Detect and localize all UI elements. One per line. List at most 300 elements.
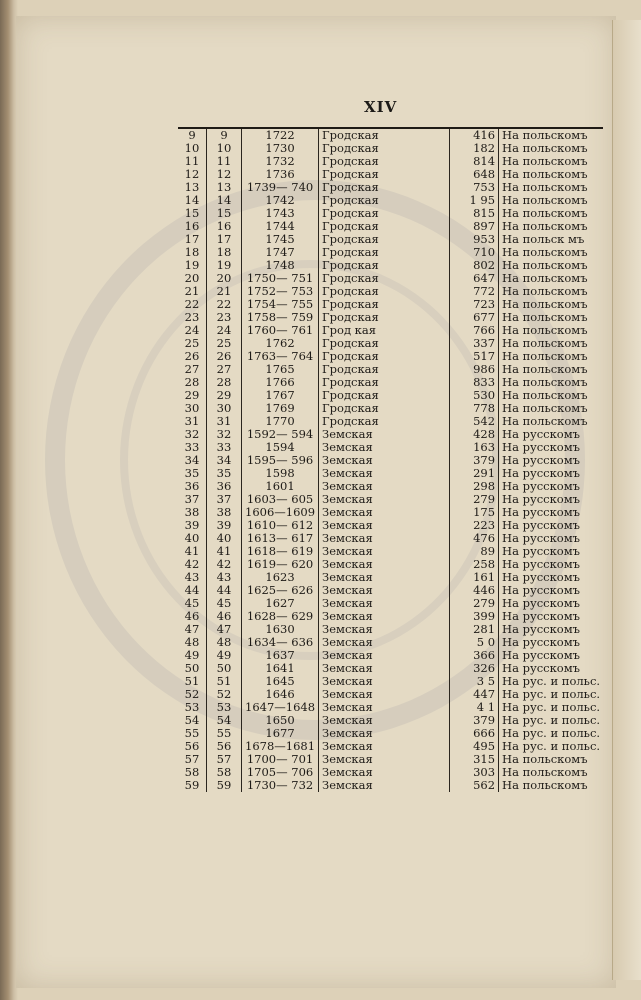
sheet-count-cell: 279	[450, 597, 499, 610]
row-index-cell: 18	[184, 245, 200, 259]
language-cell: На польскомъ	[499, 350, 604, 363]
court-type-cell: Гродская	[319, 128, 450, 142]
row-index-cell: 29	[184, 388, 200, 402]
sheet-count-cell: 416	[450, 128, 499, 142]
row-index-cell: 20	[184, 271, 200, 285]
row-index-cell: 27	[184, 362, 200, 376]
sheet-count-cell: 542	[450, 415, 499, 428]
sheet-count-cell: 315	[450, 753, 499, 766]
row-index-cell: 52	[184, 687, 200, 701]
language-cell: На польскомъ	[499, 128, 604, 142]
years-cell: 1650	[242, 714, 319, 727]
row-index-cell: 37	[184, 492, 200, 506]
sheet-count-cell: 710	[450, 246, 499, 259]
book-number-cell: 29	[207, 389, 242, 402]
sheet-count-cell: 986	[450, 363, 499, 376]
sheet-count-cell: 647	[450, 272, 499, 285]
book-number-cell: 12	[207, 168, 242, 181]
language-cell: На польскомъ	[499, 142, 604, 155]
sheet-count-cell: 326	[450, 662, 499, 675]
book-number-cell: 55	[207, 727, 242, 740]
row-index-cell: 57	[184, 752, 200, 766]
years-cell: 1770	[242, 415, 319, 428]
row-index-cell: 58	[184, 765, 200, 779]
years-cell: 1592— 594	[242, 428, 319, 441]
row-index-cell: 17	[184, 232, 200, 246]
language-cell: На польскомъ	[499, 246, 604, 259]
years-cell: 1766	[242, 376, 319, 389]
language-cell: На русскомъ	[499, 610, 604, 623]
row-index-cell: 49	[184, 648, 200, 662]
sheet-count-cell: 279	[450, 493, 499, 506]
language-cell: На русскомъ	[499, 428, 604, 441]
adjacent-page-edge	[612, 20, 641, 980]
years-cell: 1722	[242, 128, 319, 142]
book-number-cell: 35	[207, 467, 242, 480]
court-type-cell: Земская	[319, 779, 450, 792]
years-cell: 1700— 701	[242, 753, 319, 766]
book-number-cell: 52	[207, 688, 242, 701]
years-cell: 1645	[242, 675, 319, 688]
book-number-cell: 17	[207, 233, 242, 246]
language-cell: На польскомъ	[499, 766, 604, 779]
sheet-count-cell: 778	[450, 402, 499, 415]
language-cell: На русскомъ	[499, 480, 604, 493]
sheet-count-cell: 337	[450, 337, 499, 350]
language-cell: На рус. и польс.	[499, 714, 604, 727]
row-index-cell: 32	[184, 427, 200, 441]
book-number-cell: 25	[207, 337, 242, 350]
language-cell: На польскомъ	[499, 168, 604, 181]
row-index-cell: 36	[184, 479, 200, 493]
language-cell: На русскомъ	[499, 454, 604, 467]
row-index-cell: 21	[184, 284, 200, 298]
years-cell: 1595— 596	[242, 454, 319, 467]
sheet-count-cell: 89	[450, 545, 499, 558]
language-cell: На польскомъ	[499, 207, 604, 220]
years-cell: 1625— 626	[242, 584, 319, 597]
court-type-cell: Земская	[319, 493, 450, 506]
book-number-cell: 45	[207, 597, 242, 610]
court-type-cell: Гродская	[319, 285, 450, 298]
sheet-count-cell: 4 1	[450, 701, 499, 714]
court-type-cell: Грод кая	[319, 324, 450, 337]
book-number-cell: 13	[207, 181, 242, 194]
book-number-cell: 32	[207, 428, 242, 441]
language-cell: На польскомъ	[499, 272, 604, 285]
court-type-cell: Земская	[319, 636, 450, 649]
court-type-cell: Гродская	[319, 350, 450, 363]
book-number-cell: 58	[207, 766, 242, 779]
sheet-count-cell: 379	[450, 714, 499, 727]
language-cell: На польскомъ	[499, 311, 604, 324]
language-cell: На польскомъ	[499, 363, 604, 376]
years-cell: 1646	[242, 688, 319, 701]
book-number-cell: 40	[207, 532, 242, 545]
book-number-cell: 10	[207, 142, 242, 155]
years-cell: 1630	[242, 623, 319, 636]
row-index-cell: 59	[184, 778, 200, 792]
sheet-count-cell: 3 5	[450, 675, 499, 688]
years-cell: 1610— 612	[242, 519, 319, 532]
language-cell: На русскомъ	[499, 532, 604, 545]
court-type-cell: Земская	[319, 571, 450, 584]
court-type-cell: Гродская	[319, 337, 450, 350]
row-index-cell: 26	[184, 349, 200, 363]
years-cell: 1641	[242, 662, 319, 675]
sheet-count-cell: 298	[450, 480, 499, 493]
court-type-cell: Земская	[319, 610, 450, 623]
row-index-cell: 16	[184, 219, 200, 233]
years-cell: 1765	[242, 363, 319, 376]
years-cell: 1760— 761	[242, 324, 319, 337]
years-cell: 1677	[242, 727, 319, 740]
row-index-cell: 42	[184, 557, 200, 571]
sheet-count-cell: 815	[450, 207, 499, 220]
sheet-count-cell: 1 95	[450, 194, 499, 207]
years-cell: 1739— 740	[242, 181, 319, 194]
row-index-cell: 15	[184, 206, 200, 220]
language-cell: На русскомъ	[499, 571, 604, 584]
row-index-cell: 31	[184, 414, 200, 428]
book-number-cell: 47	[207, 623, 242, 636]
sheet-count-cell: 766	[450, 324, 499, 337]
book-number-cell: 56	[207, 740, 242, 753]
sheet-count-cell: 379	[450, 454, 499, 467]
book-number-cell: 31	[207, 415, 242, 428]
years-cell: 1623	[242, 571, 319, 584]
sheet-count-cell: 495	[450, 740, 499, 753]
sheet-count-cell: 802	[450, 259, 499, 272]
sheet-count-cell: 772	[450, 285, 499, 298]
book-number-cell: 59	[207, 779, 242, 792]
book-number-cell: 43	[207, 571, 242, 584]
years-cell: 1730— 732	[242, 779, 319, 792]
sheet-count-cell: 814	[450, 155, 499, 168]
row-index-cell: 41	[184, 544, 200, 558]
language-cell: На рус. и польс.	[499, 740, 604, 753]
book-number-cell: 28	[207, 376, 242, 389]
row-index-cell: 55	[184, 726, 200, 740]
language-cell: На польскомъ	[499, 753, 604, 766]
book-number-cell: 33	[207, 441, 242, 454]
court-type-cell: Земская	[319, 545, 450, 558]
row-index-cell: 19	[184, 258, 200, 272]
row-index-cell: 35	[184, 466, 200, 480]
years-cell: 1744	[242, 220, 319, 233]
book-number-cell: 27	[207, 363, 242, 376]
row-index-cell: 23	[184, 310, 200, 324]
court-type-cell: Земская	[319, 688, 450, 701]
language-cell: На русскомъ	[499, 636, 604, 649]
language-cell: На польскомъ	[499, 181, 604, 194]
years-cell: 1601	[242, 480, 319, 493]
book-number-cell: 26	[207, 350, 242, 363]
court-type-cell: Земская	[319, 584, 450, 597]
language-cell: На русскомъ	[499, 584, 604, 597]
court-type-cell: Земская	[319, 558, 450, 571]
court-type-cell: Гродская	[319, 220, 450, 233]
language-cell: На русскомъ	[499, 545, 604, 558]
row-index-cell: 10	[184, 141, 200, 155]
years-cell: 1627	[242, 597, 319, 610]
years-cell: 1752— 753	[242, 285, 319, 298]
court-type-cell: Гродская	[319, 142, 450, 155]
book-number-cell: 23	[207, 311, 242, 324]
language-cell: На рус. и польс.	[499, 727, 604, 740]
court-type-cell: Гродская	[319, 402, 450, 415]
row-index-cell: 48	[184, 635, 200, 649]
years-cell: 1769	[242, 402, 319, 415]
sheet-count-cell: 677	[450, 311, 499, 324]
book-number-cell: 44	[207, 584, 242, 597]
row-index-cell: 51	[184, 674, 200, 688]
sheet-count-cell: 223	[450, 519, 499, 532]
court-type-cell: Земская	[319, 727, 450, 740]
years-cell: 1619— 620	[242, 558, 319, 571]
row-index-cell: 39	[184, 518, 200, 532]
book-number-cell: 22	[207, 298, 242, 311]
book-number-cell: 54	[207, 714, 242, 727]
sheet-count-cell: 897	[450, 220, 499, 233]
court-type-cell: Гродская	[319, 376, 450, 389]
court-type-cell: Гродская	[319, 363, 450, 376]
book-number-cell: 42	[207, 558, 242, 571]
years-cell: 1628— 629	[242, 610, 319, 623]
row-index-cell: 11	[184, 154, 200, 168]
court-type-cell: Земская	[319, 675, 450, 688]
row-index-cell: 33	[184, 440, 200, 454]
sheet-count-cell: 476	[450, 532, 499, 545]
language-cell: На рус. и польс.	[499, 675, 604, 688]
row-index-cell: 45	[184, 596, 200, 610]
sheet-count-cell: 666	[450, 727, 499, 740]
court-type-cell: Гродская	[319, 246, 450, 259]
book-number-cell: 36	[207, 480, 242, 493]
sheet-count-cell: 303	[450, 766, 499, 779]
court-type-cell: Земская	[319, 753, 450, 766]
years-cell: 1763— 764	[242, 350, 319, 363]
language-cell: На русскомъ	[499, 649, 604, 662]
book-number-cell: 15	[207, 207, 242, 220]
row-index-cell: 28	[184, 375, 200, 389]
row-index-cell: 30	[184, 401, 200, 415]
row-index-cell: 46	[184, 609, 200, 623]
row-index-cell: 53	[184, 700, 200, 714]
court-type-cell: Гродская	[319, 181, 450, 194]
book-number-cell: 38	[207, 506, 242, 519]
court-type-cell: Земская	[319, 623, 450, 636]
court-type-cell: Земская	[319, 454, 450, 467]
language-cell: На польскомъ	[499, 402, 604, 415]
language-cell: На польскомъ	[499, 220, 604, 233]
court-type-cell: Земская	[319, 740, 450, 753]
court-type-cell: Гродская	[319, 272, 450, 285]
book-number-cell: 57	[207, 753, 242, 766]
book-number-cell: 37	[207, 493, 242, 506]
sheet-count-cell: 753	[450, 181, 499, 194]
court-type-cell: Земская	[319, 766, 450, 779]
years-cell: 1750— 751	[242, 272, 319, 285]
book-number-cell: 41	[207, 545, 242, 558]
years-cell: 1598	[242, 467, 319, 480]
court-type-cell: Гродская	[319, 194, 450, 207]
court-type-cell: Земская	[319, 701, 450, 714]
language-cell: На польск мъ	[499, 233, 604, 246]
sheet-count-cell: 562	[450, 779, 499, 792]
book-number-cell: 20	[207, 272, 242, 285]
book-number-cell: 21	[207, 285, 242, 298]
court-type-cell: Земская	[319, 506, 450, 519]
sheet-count-cell: 446	[450, 584, 499, 597]
language-cell: На русскомъ	[499, 623, 604, 636]
book-number-cell: 51	[207, 675, 242, 688]
sheet-count-cell: 517	[450, 350, 499, 363]
court-type-cell: Гродская	[319, 311, 450, 324]
language-cell: На русскомъ	[499, 506, 604, 519]
years-cell: 1767	[242, 389, 319, 402]
sheet-count-cell: 447	[450, 688, 499, 701]
years-cell: 1747	[242, 246, 319, 259]
book-number-cell: 34	[207, 454, 242, 467]
row-index-cell: 47	[184, 622, 200, 636]
sheet-count-cell: 366	[450, 649, 499, 662]
language-cell: На польскомъ	[499, 389, 604, 402]
court-type-cell: Земская	[319, 428, 450, 441]
sheet-count-cell: 399	[450, 610, 499, 623]
language-cell: На польскомъ	[499, 376, 604, 389]
language-cell: На польскомъ	[499, 337, 604, 350]
years-cell: 1618— 619	[242, 545, 319, 558]
court-type-cell: Гродская	[319, 155, 450, 168]
sheet-count-cell: 182	[450, 142, 499, 155]
years-cell: 1745	[242, 233, 319, 246]
row-index-cell: 34	[184, 453, 200, 467]
years-cell: 1732	[242, 155, 319, 168]
years-cell: 1754— 755	[242, 298, 319, 311]
book-number-cell: 50	[207, 662, 242, 675]
language-cell: На рус. и польс.	[499, 701, 604, 714]
book-number-cell: 49	[207, 649, 242, 662]
years-cell: 1634— 636	[242, 636, 319, 649]
sheet-count-cell: 291	[450, 467, 499, 480]
page-number: XIV	[364, 98, 398, 116]
row-index-cell: 14	[184, 193, 200, 207]
language-cell: На польскомъ	[499, 194, 604, 207]
sheet-count-cell: 723	[450, 298, 499, 311]
court-type-cell: Земская	[319, 532, 450, 545]
years-cell: 1594	[242, 441, 319, 454]
book-number-cell: 18	[207, 246, 242, 259]
years-cell: 1736	[242, 168, 319, 181]
sheet-count-cell: 163	[450, 441, 499, 454]
book-number-cell: 9	[207, 128, 242, 142]
sheet-count-cell: 648	[450, 168, 499, 181]
language-cell: На польскомъ	[499, 155, 604, 168]
language-cell: На русскомъ	[499, 558, 604, 571]
court-type-cell: Земская	[319, 441, 450, 454]
sheet-count-cell: 281	[450, 623, 499, 636]
book-number-cell: 24	[207, 324, 242, 337]
court-type-cell: Гродская	[319, 207, 450, 220]
years-cell: 1606—1609	[242, 506, 319, 519]
book-number-cell: 14	[207, 194, 242, 207]
book-number-cell: 46	[207, 610, 242, 623]
row-index-cell: 56	[184, 739, 200, 753]
court-type-cell: Гродская	[319, 415, 450, 428]
language-cell: На польскомъ	[499, 779, 604, 792]
court-type-cell: Земская	[319, 662, 450, 675]
row-index-cell: 13	[184, 180, 200, 194]
row-index-cell: 54	[184, 713, 200, 727]
sheet-count-cell: 428	[450, 428, 499, 441]
court-type-cell: Земская	[319, 480, 450, 493]
sheet-count-cell: 258	[450, 558, 499, 571]
language-cell: На русскомъ	[499, 597, 604, 610]
row-index-cell: 25	[184, 336, 200, 350]
court-type-cell: Гродская	[319, 233, 450, 246]
row-index-cell: 44	[184, 583, 200, 597]
court-type-cell: Земская	[319, 714, 450, 727]
register-table	[178, 127, 603, 792]
language-cell: На рус. и польс.	[499, 688, 604, 701]
row-index-cell: 12	[184, 167, 200, 181]
years-cell: 1637	[242, 649, 319, 662]
book-number-cell: 30	[207, 402, 242, 415]
row-index-cell: 24	[184, 323, 200, 337]
sheet-count-cell: 833	[450, 376, 499, 389]
row-index-cell: 50	[184, 661, 200, 675]
court-type-cell: Гродская	[319, 168, 450, 181]
language-cell: На русскомъ	[499, 493, 604, 506]
language-cell: На русскомъ	[499, 519, 604, 532]
sheet-count-cell: 530	[450, 389, 499, 402]
book-number-cell: 16	[207, 220, 242, 233]
sheet-count-cell: 161	[450, 571, 499, 584]
court-type-cell: Гродская	[319, 298, 450, 311]
court-type-cell: Земская	[319, 467, 450, 480]
years-cell: 1743	[242, 207, 319, 220]
years-cell: 1613— 617	[242, 532, 319, 545]
court-type-cell: Гродская	[319, 389, 450, 402]
sheet-count-cell: 5 0	[450, 636, 499, 649]
language-cell: На русскомъ	[499, 662, 604, 675]
book-number-cell: 19	[207, 259, 242, 272]
row-index-cell: 9	[188, 128, 196, 142]
language-cell: На польскомъ	[499, 324, 604, 337]
table-row	[178, 128, 603, 142]
book-number-cell: 48	[207, 636, 242, 649]
court-type-cell: Земская	[319, 519, 450, 532]
language-cell: На польскомъ	[499, 298, 604, 311]
years-cell: 1758— 759	[242, 311, 319, 324]
language-cell: На польскомъ	[499, 285, 604, 298]
years-cell: 1705— 706	[242, 766, 319, 779]
language-cell: На русскомъ	[499, 441, 604, 454]
court-type-cell: Земская	[319, 649, 450, 662]
years-cell: 1678—1681	[242, 740, 319, 753]
years-cell: 1742	[242, 194, 319, 207]
row-index-cell: 38	[184, 505, 200, 519]
years-cell: 1730	[242, 142, 319, 155]
language-cell: На русскомъ	[499, 467, 604, 480]
sheet-count-cell: 175	[450, 506, 499, 519]
years-cell: 1647—1648	[242, 701, 319, 714]
sheet-count-cell: 953	[450, 233, 499, 246]
language-cell: На польскомъ	[499, 259, 604, 272]
court-type-cell: Земская	[319, 597, 450, 610]
row-index-cell: 22	[184, 297, 200, 311]
